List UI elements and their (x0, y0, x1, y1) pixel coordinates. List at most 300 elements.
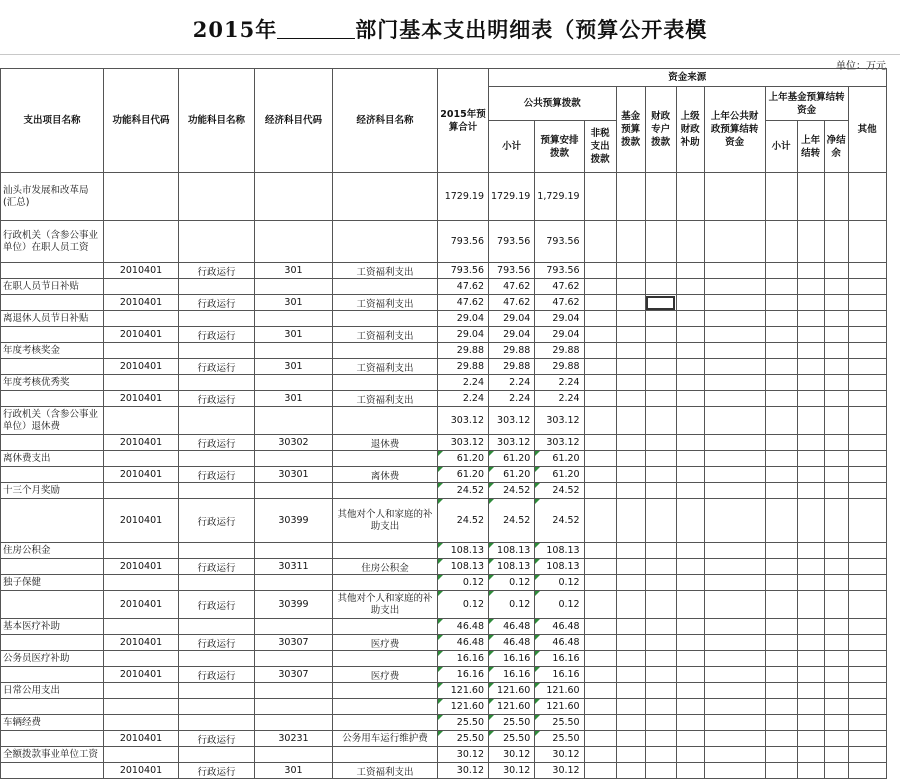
row-econ-name[interactable] (333, 279, 438, 295)
row-empty-cell[interactable] (704, 731, 765, 747)
row-econ-name[interactable]: 住房公积金 (333, 559, 438, 575)
row-func-name[interactable] (179, 407, 255, 435)
row-item-name[interactable] (1, 699, 104, 715)
row-budget-alloc[interactable]: 47.62 (535, 295, 584, 311)
row-empty-cell[interactable] (676, 221, 704, 263)
row-econ-code[interactable]: 30307 (255, 667, 333, 683)
row-func-code[interactable] (104, 483, 179, 499)
row-total[interactable]: 793.56 (438, 221, 489, 263)
row-empty-cell[interactable] (616, 279, 645, 295)
row-item-name[interactable] (1, 295, 104, 311)
row-empty-cell[interactable] (765, 343, 797, 359)
row-empty-cell[interactable] (765, 451, 797, 467)
row-econ-code[interactable] (255, 173, 333, 221)
row-econ-code[interactable] (255, 575, 333, 591)
row-empty-cell[interactable] (676, 635, 704, 651)
row-empty-cell[interactable] (704, 651, 765, 667)
row-func-name[interactable]: 行政运行 (179, 295, 255, 311)
row-empty-cell[interactable] (645, 311, 676, 327)
row-empty-cell[interactable] (765, 467, 797, 483)
row-func-code[interactable]: 2010401 (104, 263, 179, 279)
row-empty-cell[interactable] (797, 619, 824, 635)
row-total[interactable]: 29.88 (438, 343, 489, 359)
row-func-name[interactable]: 行政运行 (179, 359, 255, 375)
row-empty-cell[interactable] (824, 343, 848, 359)
row-empty-cell[interactable] (824, 435, 848, 451)
row-total[interactable]: 108.13 (438, 559, 489, 575)
row-func-name[interactable] (179, 651, 255, 667)
row-item-name[interactable] (1, 559, 104, 575)
row-empty-cell[interactable] (616, 263, 645, 279)
row-empty-cell[interactable] (848, 715, 886, 731)
row-item-name[interactable]: 独子保健 (1, 575, 104, 591)
row-empty-cell[interactable] (616, 311, 645, 327)
row-func-name[interactable]: 行政运行 (179, 435, 255, 451)
row-empty-cell[interactable] (584, 715, 616, 731)
row-empty-cell[interactable] (824, 451, 848, 467)
row-econ-name[interactable]: 离休费 (333, 467, 438, 483)
row-empty-cell[interactable] (704, 543, 765, 559)
row-subtotal[interactable]: 46.48 (489, 635, 535, 651)
row-empty-cell[interactable] (645, 651, 676, 667)
row-empty-cell[interactable] (645, 699, 676, 715)
row-empty-cell[interactable] (765, 327, 797, 343)
row-econ-name[interactable] (333, 483, 438, 499)
row-func-name[interactable] (179, 575, 255, 591)
row-total[interactable]: 29.04 (438, 311, 489, 327)
row-empty-cell[interactable] (848, 543, 886, 559)
row-econ-name[interactable] (333, 543, 438, 559)
row-empty-cell[interactable] (616, 747, 645, 763)
row-empty-cell[interactable] (848, 263, 886, 279)
row-item-name[interactable] (1, 435, 104, 451)
row-empty-cell[interactable] (765, 683, 797, 699)
row-empty-cell[interactable] (676, 295, 704, 311)
row-empty-cell[interactable] (616, 635, 645, 651)
row-subtotal[interactable]: 16.16 (489, 651, 535, 667)
row-subtotal[interactable]: 30.12 (489, 763, 535, 779)
row-empty-cell[interactable] (797, 559, 824, 575)
row-empty-cell[interactable] (616, 391, 645, 407)
row-func-code[interactable] (104, 343, 179, 359)
row-total[interactable]: 25.50 (438, 715, 489, 731)
row-empty-cell[interactable] (848, 683, 886, 699)
row-budget-alloc[interactable]: 61.20 (535, 467, 584, 483)
row-empty-cell[interactable] (704, 435, 765, 451)
row-total[interactable]: 0.12 (438, 575, 489, 591)
row-empty-cell[interactable] (704, 407, 765, 435)
row-empty-cell[interactable] (824, 263, 848, 279)
row-subtotal[interactable]: 25.50 (489, 731, 535, 747)
row-empty-cell[interactable] (797, 221, 824, 263)
row-func-code[interactable]: 2010401 (104, 731, 179, 747)
row-empty-cell[interactable] (676, 343, 704, 359)
row-subtotal[interactable]: 108.13 (489, 543, 535, 559)
row-empty-cell[interactable] (676, 619, 704, 635)
row-subtotal[interactable]: 24.52 (489, 499, 535, 543)
row-empty-cell[interactable] (797, 683, 824, 699)
row-empty-cell[interactable] (797, 699, 824, 715)
row-empty-cell[interactable] (616, 451, 645, 467)
row-total[interactable]: 46.48 (438, 619, 489, 635)
row-econ-code[interactable] (255, 747, 333, 763)
row-empty-cell[interactable] (797, 279, 824, 295)
row-empty-cell[interactable] (848, 221, 886, 263)
row-empty-cell[interactable] (645, 635, 676, 651)
row-subtotal[interactable]: 30.12 (489, 747, 535, 763)
row-budget-alloc[interactable]: 0.12 (535, 591, 584, 619)
row-item-name[interactable]: 日常公用支出 (1, 683, 104, 699)
row-empty-cell[interactable] (616, 667, 645, 683)
row-empty-cell[interactable] (616, 575, 645, 591)
row-total[interactable]: 30.12 (438, 763, 489, 779)
row-empty-cell[interactable] (797, 667, 824, 683)
row-budget-alloc[interactable]: 29.88 (535, 359, 584, 375)
row-func-code[interactable]: 2010401 (104, 295, 179, 311)
row-econ-code[interactable] (255, 343, 333, 359)
row-budget-alloc[interactable]: 108.13 (535, 543, 584, 559)
row-func-name[interactable] (179, 483, 255, 499)
row-econ-code[interactable] (255, 279, 333, 295)
row-empty-cell[interactable] (645, 747, 676, 763)
row-empty-cell[interactable] (824, 575, 848, 591)
row-empty-cell[interactable] (797, 435, 824, 451)
row-empty-cell[interactable] (824, 279, 848, 295)
row-econ-name[interactable]: 医疗费 (333, 667, 438, 683)
row-subtotal[interactable]: 25.50 (489, 715, 535, 731)
row-func-code[interactable]: 2010401 (104, 435, 179, 451)
row-empty-cell[interactable] (704, 683, 765, 699)
row-empty-cell[interactable] (676, 435, 704, 451)
row-empty-cell[interactable] (848, 619, 886, 635)
row-func-name[interactable] (179, 683, 255, 699)
row-econ-name[interactable] (333, 221, 438, 263)
row-empty-cell[interactable] (765, 311, 797, 327)
row-empty-cell[interactable] (704, 295, 765, 311)
row-empty-cell[interactable] (765, 483, 797, 499)
row-item-name[interactable]: 年度考核奖金 (1, 343, 104, 359)
row-subtotal[interactable]: 1729.19 (489, 173, 535, 221)
row-empty-cell[interactable] (824, 391, 848, 407)
row-econ-name[interactable] (333, 311, 438, 327)
row-empty-cell[interactable] (824, 295, 848, 311)
row-subtotal[interactable]: 29.04 (489, 311, 535, 327)
row-item-name[interactable] (1, 635, 104, 651)
row-empty-cell[interactable] (797, 391, 824, 407)
row-subtotal[interactable]: 61.20 (489, 467, 535, 483)
row-func-name[interactable] (179, 375, 255, 391)
row-empty-cell[interactable] (824, 591, 848, 619)
row-empty-cell[interactable] (704, 635, 765, 651)
row-empty-cell[interactable] (704, 715, 765, 731)
row-func-name[interactable] (179, 747, 255, 763)
row-empty-cell[interactable] (797, 263, 824, 279)
row-func-name[interactable] (179, 173, 255, 221)
row-empty-cell[interactable] (848, 451, 886, 467)
row-econ-code[interactable] (255, 451, 333, 467)
row-empty-cell[interactable] (824, 715, 848, 731)
row-func-name[interactable] (179, 543, 255, 559)
row-empty-cell[interactable] (645, 451, 676, 467)
row-empty-cell[interactable] (584, 467, 616, 483)
row-total[interactable]: 47.62 (438, 295, 489, 311)
row-empty-cell[interactable] (676, 651, 704, 667)
row-empty-cell[interactable] (584, 435, 616, 451)
row-total[interactable]: 47.62 (438, 279, 489, 295)
row-budget-alloc[interactable]: 793.56 (535, 221, 584, 263)
row-empty-cell[interactable] (765, 221, 797, 263)
row-empty-cell[interactable] (584, 311, 616, 327)
row-empty-cell[interactable] (704, 327, 765, 343)
row-empty-cell[interactable] (765, 543, 797, 559)
row-subtotal[interactable]: 2.24 (489, 375, 535, 391)
row-empty-cell[interactable] (765, 763, 797, 779)
row-subtotal[interactable]: 108.13 (489, 559, 535, 575)
row-total[interactable]: 121.60 (438, 683, 489, 699)
row-empty-cell[interactable] (676, 359, 704, 375)
row-total[interactable]: 61.20 (438, 467, 489, 483)
row-item-name[interactable] (1, 731, 104, 747)
row-empty-cell[interactable] (676, 263, 704, 279)
row-empty-cell[interactable] (676, 747, 704, 763)
row-item-name[interactable]: 基本医疗补助 (1, 619, 104, 635)
row-subtotal[interactable]: 24.52 (489, 483, 535, 499)
row-func-code[interactable]: 2010401 (104, 327, 179, 343)
row-empty-cell[interactable] (584, 279, 616, 295)
row-empty-cell[interactable] (704, 591, 765, 619)
row-budget-alloc[interactable]: 16.16 (535, 667, 584, 683)
row-econ-code[interactable] (255, 715, 333, 731)
row-empty-cell[interactable] (676, 683, 704, 699)
row-budget-alloc[interactable]: 29.88 (535, 343, 584, 359)
row-empty-cell[interactable] (848, 499, 886, 543)
row-empty-cell[interactable] (584, 667, 616, 683)
row-empty-cell[interactable] (616, 683, 645, 699)
row-empty-cell[interactable] (765, 699, 797, 715)
row-total[interactable]: 46.48 (438, 635, 489, 651)
row-empty-cell[interactable] (584, 407, 616, 435)
row-subtotal[interactable]: 29.88 (489, 359, 535, 375)
row-subtotal[interactable]: 303.12 (489, 407, 535, 435)
row-empty-cell[interactable] (848, 173, 886, 221)
row-empty-cell[interactable] (676, 559, 704, 575)
row-empty-cell[interactable] (584, 651, 616, 667)
row-econ-name[interactable] (333, 715, 438, 731)
row-econ-code[interactable]: 301 (255, 359, 333, 375)
row-empty-cell[interactable] (824, 467, 848, 483)
row-empty-cell[interactable] (765, 591, 797, 619)
row-empty-cell[interactable] (645, 575, 676, 591)
row-empty-cell[interactable] (645, 407, 676, 435)
row-budget-alloc[interactable]: 25.50 (535, 715, 584, 731)
row-econ-code[interactable] (255, 311, 333, 327)
row-item-name[interactable] (1, 263, 104, 279)
row-empty-cell[interactable] (824, 327, 848, 343)
row-total[interactable]: 24.52 (438, 483, 489, 499)
row-total[interactable]: 303.12 (438, 435, 489, 451)
row-empty-cell[interactable] (584, 575, 616, 591)
row-empty-cell[interactable] (616, 499, 645, 543)
row-empty-cell[interactable] (797, 715, 824, 731)
row-empty-cell[interactable] (765, 499, 797, 543)
row-econ-code[interactable]: 30399 (255, 591, 333, 619)
row-empty-cell[interactable] (616, 295, 645, 311)
row-empty-cell[interactable] (704, 483, 765, 499)
row-total[interactable]: 121.60 (438, 699, 489, 715)
row-econ-name[interactable] (333, 407, 438, 435)
row-empty-cell[interactable] (645, 483, 676, 499)
row-empty-cell[interactable] (645, 619, 676, 635)
row-budget-alloc[interactable]: 25.50 (535, 731, 584, 747)
row-empty-cell[interactable] (584, 499, 616, 543)
row-empty-cell[interactable] (765, 173, 797, 221)
row-empty-cell[interactable] (616, 467, 645, 483)
row-empty-cell[interactable] (765, 407, 797, 435)
row-func-code[interactable] (104, 543, 179, 559)
row-empty-cell[interactable] (704, 311, 765, 327)
row-empty-cell[interactable] (584, 391, 616, 407)
row-empty-cell[interactable] (584, 327, 616, 343)
row-item-name[interactable]: 在职人员节日补贴 (1, 279, 104, 295)
row-empty-cell[interactable] (765, 295, 797, 311)
row-empty-cell[interactable] (797, 467, 824, 483)
row-empty-cell[interactable] (704, 699, 765, 715)
row-subtotal[interactable]: 121.60 (489, 699, 535, 715)
row-empty-cell[interactable] (616, 435, 645, 451)
row-total[interactable]: 108.13 (438, 543, 489, 559)
row-econ-name[interactable]: 退休费 (333, 435, 438, 451)
row-total[interactable]: 1729.19 (438, 173, 489, 221)
row-budget-alloc[interactable]: 2.24 (535, 391, 584, 407)
row-empty-cell[interactable] (645, 667, 676, 683)
row-func-code[interactable] (104, 747, 179, 763)
row-econ-name[interactable]: 公务用车运行维护费 (333, 731, 438, 747)
row-budget-alloc[interactable]: 2.24 (535, 375, 584, 391)
row-func-code[interactable]: 2010401 (104, 635, 179, 651)
row-empty-cell[interactable] (848, 591, 886, 619)
row-budget-alloc[interactable]: 121.60 (535, 699, 584, 715)
row-func-code[interactable]: 2010401 (104, 763, 179, 779)
row-func-code[interactable]: 2010401 (104, 591, 179, 619)
row-func-code[interactable]: 2010401 (104, 559, 179, 575)
row-func-code[interactable] (104, 699, 179, 715)
row-empty-cell[interactable] (704, 575, 765, 591)
row-empty-cell[interactable] (824, 683, 848, 699)
row-empty-cell[interactable] (848, 391, 886, 407)
row-empty-cell[interactable] (848, 575, 886, 591)
row-func-code[interactable] (104, 311, 179, 327)
row-empty-cell[interactable] (616, 327, 645, 343)
row-func-code[interactable]: 2010401 (104, 499, 179, 543)
row-econ-name[interactable] (333, 619, 438, 635)
row-empty-cell[interactable] (848, 747, 886, 763)
row-empty-cell[interactable] (824, 731, 848, 747)
row-empty-cell[interactable] (848, 407, 886, 435)
row-empty-cell[interactable] (797, 311, 824, 327)
row-econ-code[interactable] (255, 699, 333, 715)
row-item-name[interactable] (1, 467, 104, 483)
row-empty-cell[interactable] (645, 499, 676, 543)
row-func-name[interactable]: 行政运行 (179, 667, 255, 683)
row-empty-cell[interactable] (765, 391, 797, 407)
row-empty-cell[interactable] (645, 591, 676, 619)
row-empty-cell[interactable] (765, 635, 797, 651)
row-econ-code[interactable]: 30311 (255, 559, 333, 575)
row-empty-cell[interactable] (704, 391, 765, 407)
row-empty-cell[interactable] (824, 747, 848, 763)
row-func-code[interactable] (104, 173, 179, 221)
row-empty-cell[interactable] (765, 667, 797, 683)
row-empty-cell[interactable] (765, 747, 797, 763)
row-empty-cell[interactable] (676, 173, 704, 221)
row-empty-cell[interactable] (584, 263, 616, 279)
row-empty-cell[interactable] (616, 343, 645, 359)
row-empty-cell[interactable] (584, 375, 616, 391)
row-econ-name[interactable]: 工资福利支出 (333, 359, 438, 375)
row-item-name[interactable]: 行政机关（含参公事业单位）在职人员工资 (1, 221, 104, 263)
row-total[interactable]: 29.04 (438, 327, 489, 343)
row-empty-cell[interactable] (797, 407, 824, 435)
row-empty-cell[interactable] (676, 715, 704, 731)
row-empty-cell[interactable] (645, 559, 676, 575)
row-empty-cell[interactable] (616, 483, 645, 499)
row-econ-code[interactable]: 301 (255, 391, 333, 407)
row-item-name[interactable]: 全额拨款事业单位工资 (1, 747, 104, 763)
row-econ-name[interactable]: 其他对个人和家庭的补助支出 (333, 591, 438, 619)
row-econ-code[interactable]: 301 (255, 763, 333, 779)
row-item-name[interactable] (1, 591, 104, 619)
row-empty-cell[interactable] (645, 359, 676, 375)
row-empty-cell[interactable] (848, 667, 886, 683)
row-empty-cell[interactable] (645, 173, 676, 221)
row-econ-code[interactable]: 301 (255, 327, 333, 343)
row-item-name[interactable]: 车辆经费 (1, 715, 104, 731)
row-econ-code[interactable] (255, 407, 333, 435)
row-empty-cell[interactable] (848, 763, 886, 779)
row-budget-alloc[interactable]: 121.60 (535, 683, 584, 699)
row-subtotal[interactable]: 303.12 (489, 435, 535, 451)
row-econ-code[interactable] (255, 221, 333, 263)
row-empty-cell[interactable] (584, 173, 616, 221)
row-empty-cell[interactable] (584, 559, 616, 575)
row-budget-alloc[interactable]: 24.52 (535, 499, 584, 543)
row-func-code[interactable]: 2010401 (104, 667, 179, 683)
row-econ-name[interactable] (333, 451, 438, 467)
row-func-name[interactable] (179, 343, 255, 359)
row-empty-cell[interactable] (676, 575, 704, 591)
row-item-name[interactable]: 住房公积金 (1, 543, 104, 559)
row-econ-name[interactable] (333, 173, 438, 221)
row-budget-alloc[interactable]: 108.13 (535, 559, 584, 575)
row-func-name[interactable]: 行政运行 (179, 263, 255, 279)
row-empty-cell[interactable] (824, 635, 848, 651)
row-item-name[interactable]: 十三个月奖励 (1, 483, 104, 499)
row-total[interactable]: 25.50 (438, 731, 489, 747)
row-empty-cell[interactable] (797, 591, 824, 619)
row-empty-cell[interactable] (824, 667, 848, 683)
row-empty-cell[interactable] (584, 591, 616, 619)
row-empty-cell[interactable] (584, 699, 616, 715)
row-func-name[interactable] (179, 311, 255, 327)
row-empty-cell[interactable] (797, 635, 824, 651)
row-item-name[interactable] (1, 499, 104, 543)
row-empty-cell[interactable] (645, 543, 676, 559)
row-empty-cell[interactable] (645, 715, 676, 731)
row-empty-cell[interactable] (704, 221, 765, 263)
row-econ-code[interactable] (255, 683, 333, 699)
row-empty-cell[interactable] (676, 451, 704, 467)
row-empty-cell[interactable] (797, 763, 824, 779)
